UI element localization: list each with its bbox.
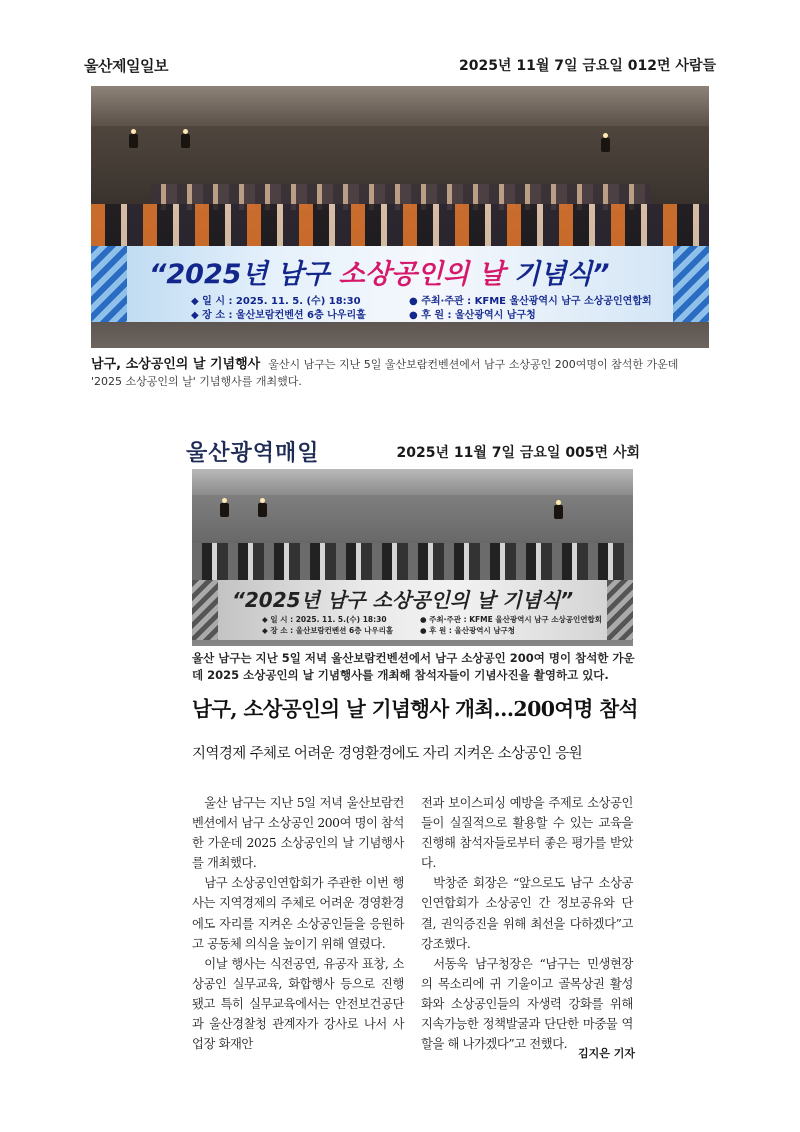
wall-lamp-icon <box>601 138 610 152</box>
banner-date: ◆ 일 시 : 2025. 11. 5.(수) 18:30 <box>262 615 387 624</box>
dateline: 2025년 11월 7일 금요일 012면 사람들 <box>458 58 716 74</box>
banner-sponsor: ● 후 원 : 울산광역시 남구청 <box>409 310 536 321</box>
photo-ceiling <box>91 86 709 126</box>
wall-lamp-icon <box>258 503 267 517</box>
photo-caption <box>91 356 711 390</box>
article-column-right <box>421 793 633 1054</box>
article-headline: 남구, 소상공인의 날 기념행사 개최…200여명 참석 <box>192 697 638 721</box>
article-subheadline: 지역경제 주체로 어려운 경영환경에도 자리 지켜온 소상공인 응원 <box>192 746 583 762</box>
wall-lamp-icon <box>554 505 563 519</box>
reporter-byline: 김지은 기자 <box>578 1047 635 1060</box>
paragraph: 이날 행사는 식전공연, 유공자 표창, 소상공인 실무교육, 화합행사 등으로 진행됐고 특히 실무교육에서는 안전보건공단과 울산경찰청 관계자가 강사로 나서 사업장 화재안 <box>192 956 404 1052</box>
caption-text: 울산시 남구는 지난 5일 울산보람컨벤션에서 남구 소상공인 200여명이 참석한 가운데 '2025 소상공인의 날' 기념행사를 개최했다. <box>91 358 679 388</box>
banner-date: ◆ 일 시 : 2025. 11. 5. (수) 18:30 <box>191 296 361 307</box>
banner-place: ◆ 장 소 : 울산보람컨벤션 6층 나우리홀 <box>262 626 394 635</box>
banner-sponsor: ● 후 원 : 울산광역시 남구청 <box>420 626 516 635</box>
paragraph: 서동욱 남구청장은 “남구는 민생현장의 목소리에 귀 기울이고 골목상권 활성화와 소상공인들의 자생력 강화를 위해 지속가능한 정책발굴과 단단한 마중물 역할을 해 나가겠다”고 전했다. <box>421 956 633 1052</box>
newspaper-name: 울산제일일보 <box>84 57 168 75</box>
dateline: 2025년 11월 7일 금요일 005면 사회 <box>396 445 640 461</box>
banner-stripe <box>192 580 218 640</box>
paragraph: 전과 보이스피싱 예방을 주제로 소상공인들이 실질적으로 활용할 수 있는 교육을 진행해 참석자들로부터 좋은 평가를 받았다. <box>421 796 633 871</box>
paragraph: 울산 남구는 지난 5일 저녁 울산보람컨벤션에서 남구 소상공인 200여 명이 참석한 가운데 2025 소상공인의 날 기념행사를 개최했다. <box>192 796 404 871</box>
wall-lamp-icon <box>220 503 229 517</box>
paragraph: 남구 소상공인연합회가 주관한 이번 행사는 지역경제의 주체로 어려운 경영환경에도 자리를 지켜온 소상공인들을 응원하고 공동체 의식을 높이기 위해 열렸다. <box>192 876 404 951</box>
event-banner <box>192 580 633 640</box>
newspaper-name: 울산광역매일 <box>186 441 320 466</box>
banner-title: “2025년 남구 소상공인의 날 기념식” <box>232 588 574 612</box>
photo-ceiling <box>192 469 633 495</box>
banner-stripe <box>607 580 633 640</box>
banner-title: “2025년 남구 소상공인의 날 기념식” <box>149 259 610 290</box>
wall-lamp-icon <box>181 134 190 148</box>
banner-stripe <box>91 246 127 322</box>
event-banner <box>91 246 709 322</box>
caption-title: 남구, 소상공인의 날 기념행사 <box>91 357 261 372</box>
banner-host: ● 주최·주관 : KFME 울산광역시 남구 소상공인연합회 <box>409 296 652 307</box>
wall-lamp-icon <box>129 134 138 148</box>
photo-crowd <box>192 543 633 581</box>
banner-host: ● 주최·주관 : KFME 울산광역시 남구 소상공인연합회 <box>420 615 602 624</box>
paragraph: 박창준 회장은 “앞으로도 남구 소상공인연합회가 소상공인 간 정보공유와 단결, 권익증진을 위해 최선을 다하겠다”고 강조했다. <box>421 876 633 951</box>
banner-stripe <box>673 246 709 322</box>
article-column-left <box>192 793 404 1054</box>
photo-caption: 울산 남구는 지난 5일 저녁 울산보람컨벤션에서 남구 소상공인 200여 명이 참석한 가운데 2025 소상공인의 날 기념행사를 개최해 참석자들이 기념사진을 촬영하고 있다. <box>192 651 635 682</box>
banner-place: ◆ 장 소 : 울산보람컨벤션 6층 나우리홀 <box>191 310 366 321</box>
